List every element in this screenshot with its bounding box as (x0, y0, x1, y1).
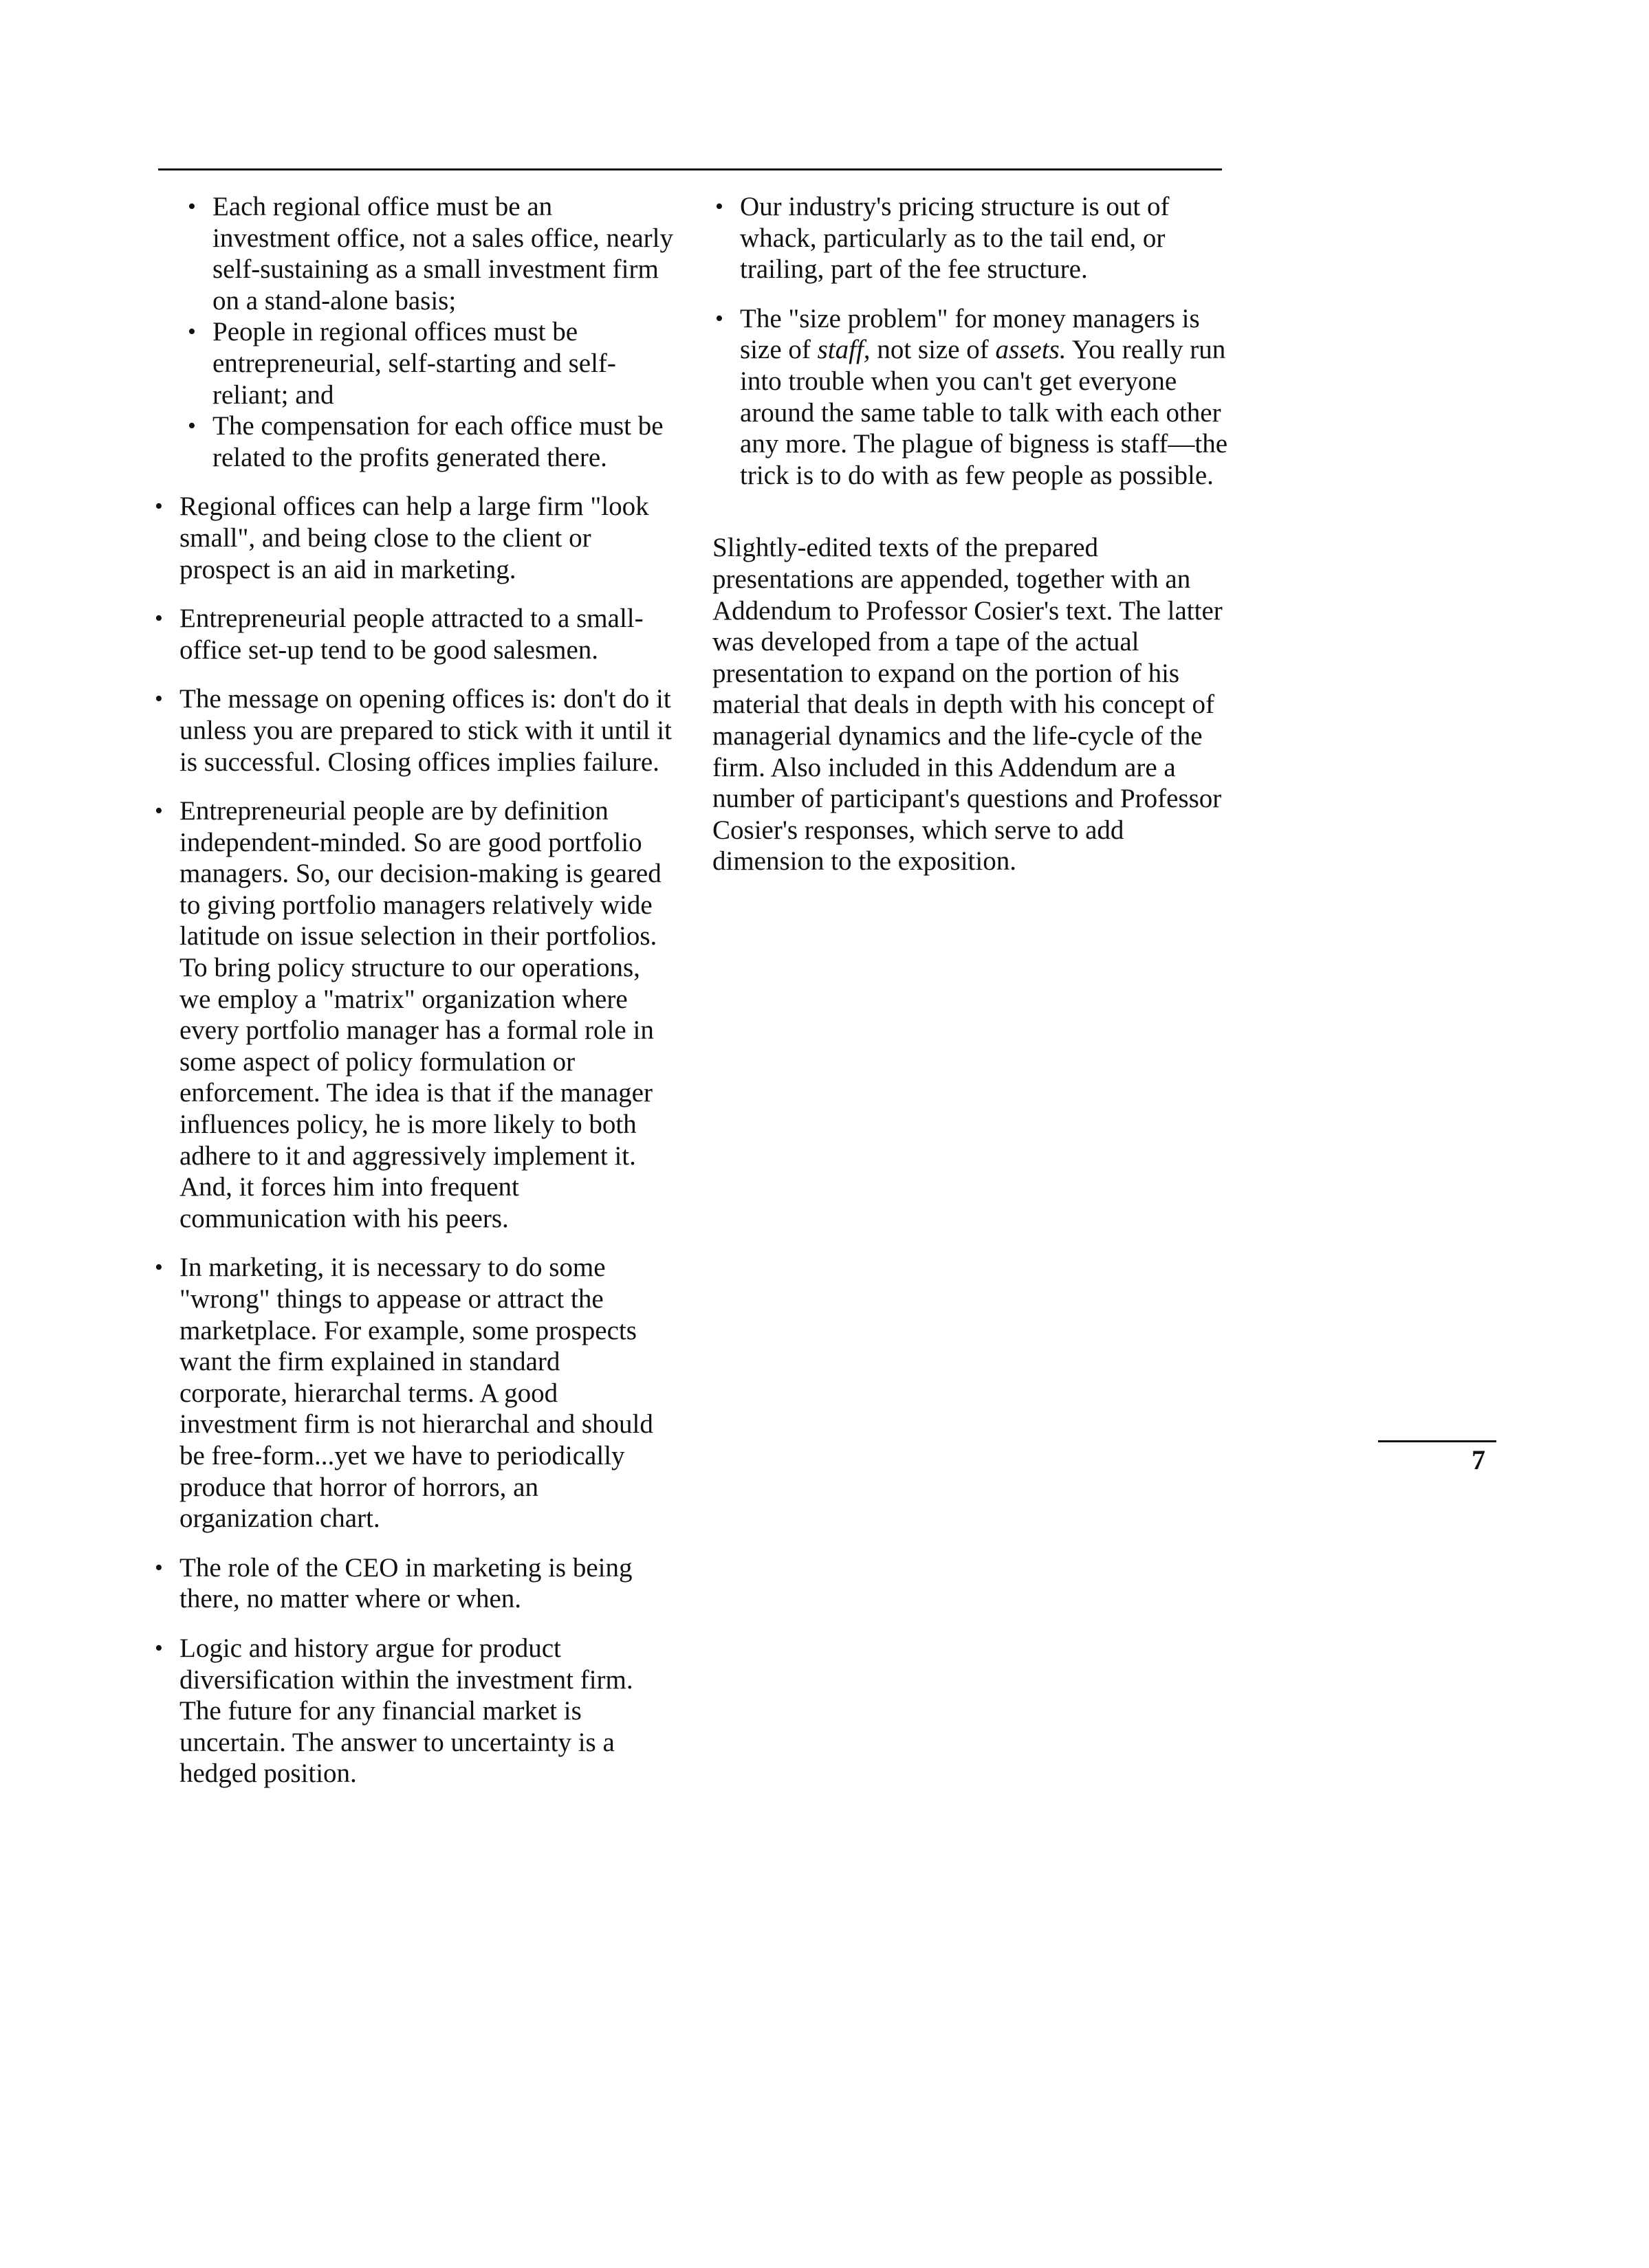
text-run: The "size problem" for money managers is size of (740, 303, 1200, 365)
top-rule (158, 168, 1222, 170)
nested-list (152, 191, 675, 473)
list-item: • Logic and history argue for product diversification within the investment firm. The future for any financial market is uncertain. The answer to uncertainty is a hedged position. (152, 1633, 675, 1790)
emphasis-staff: staff, (817, 335, 871, 365)
list-item: • The role of the CEO in marketing is being there, no matter where or when. (152, 1552, 675, 1615)
list-item: • Entrepreneurial people attracted to a small-office set-up tend to be good salesmen. (152, 603, 675, 665)
page-number-rule (1378, 1440, 1496, 1442)
bullet-list (152, 491, 675, 1790)
nested-list-item: • Each regional office must be an investment office, not a sales office, nearly self-sustaining as a small investment firm on a stand-alone basis; (185, 191, 675, 316)
text-run: not size of (870, 335, 996, 365)
page-number: 7 (1472, 1444, 1485, 1475)
list-item: • Regional offices can help a large firm "look small", and being close to the client or prospect is an aid in marketing. (152, 491, 675, 585)
right-column (712, 191, 1242, 904)
list-item: • Our industry's pricing structure is out of whack, particularly as to the tail end, or trailing, part of the fee structure. (712, 191, 1242, 285)
left-column (152, 191, 675, 1807)
list-item: • The message on opening offices is: don't do it unless you are prepared to stick with it until it is successful. Closing offices implies failure. (152, 683, 675, 778)
emphasis-assets: assets. (995, 335, 1067, 365)
bullet-list (712, 191, 1242, 491)
nested-list-item: • People in regional offices must be entrepreneurial, self-starting and self-reliant; and (185, 316, 675, 410)
text-run: You really run into trouble when you can't get everyone around the same table to talk with each other any more. The plague of bigness is staff—the trick is to do with as few people as possible. (740, 335, 1228, 490)
list-item: • In marketing, it is necessary to do some "wrong" things to appease or attract the marketplace. For example, some prospects want the firm explained in standard corporate, hierarchal terms. A good investment firm is not hierarchal and should be free-form...yet we have to periodically produce that horror of horrors, an organization chart. (152, 1252, 675, 1534)
nested-list-item: • The compensation for each office must be related to the profits generated there. (185, 410, 675, 473)
closing-paragraph: Slightly-edited texts of the prepared presentations are appended, together with an Addendum to Professor Cosier's text. The latter was developed from a tape of the actual presentation to expand on the portion of his material that deals in depth with his concept of managerial dynamics and the life-cycle of the firm. Also included in this Addendum are a number of participant's questions and Professor Cosier's responses, which serve to add dimension to the exposition. (712, 533, 1223, 877)
list-item-size-problem (712, 303, 1242, 492)
list-item: • Entrepreneurial people are by definition independent-minded. So are good portfolio managers. So, our decision-making is geared to giving portfolio managers relatively wide latitude on issue selection in their portfolios. To bring policy structure to our operations, we employ a "matrix" organization where every portfolio manager has a formal role in some aspect of policy formulation or enforcement. The idea is that if the manager influences policy, he is more likely to both adhere to it and aggressively implement it. And, it forces him into frequent communication with his peers. (152, 795, 675, 1234)
